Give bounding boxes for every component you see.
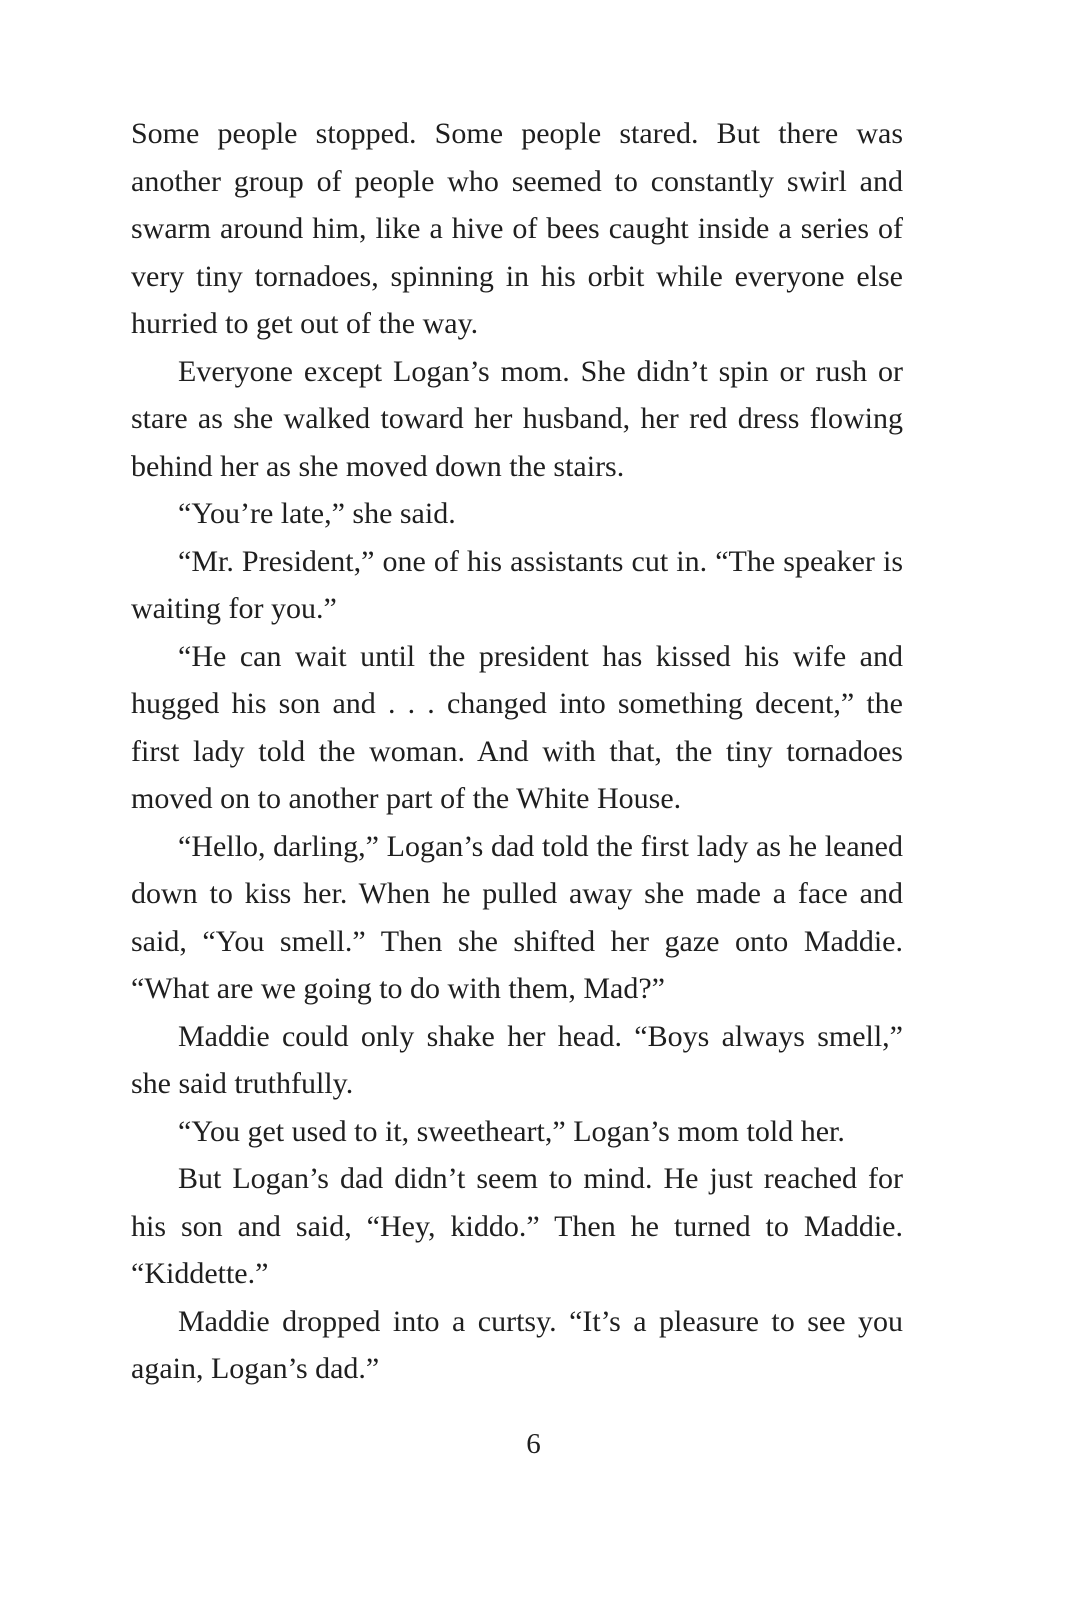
- paragraph: “Mr. President,” one of his assistants cut in. “The speaker is waiting for you.”: [131, 544, 903, 625]
- paragraph: Maddie could only shake her head. “Boys always smell,” she said truthfully.: [131, 1019, 903, 1100]
- paragraph: Some people stopped. Some people stared. But there was another group of people who seemed to constantly swirl and swarm around him, like a hive of bees caught inside a series of very tiny tornadoes, spinning in his orbit while everyone else hurried to get out of the way.: [131, 117, 903, 340]
- paragraph: “He can wait until the president has kissed his wife and hugged his son and . . . changed into something decent,” the first lady told the woman. And with that, the tiny tornadoes moved on to another part of the White House.: [131, 639, 903, 815]
- paragraph: “You get used to it, sweetheart,” Logan’s mom told her.: [178, 1114, 845, 1148]
- paragraph: But Logan’s dad didn’t seem to mind. He just reached for his son and said, “Hey, kiddo.” Then he turned to Maddie. “Kiddette.”: [131, 1162, 903, 1290]
- page-number: 6: [526, 1428, 541, 1460]
- paragraph: Everyone except Logan’s mom. She didn’t spin or rush or stare as she walked toward her husband, her red dress flowing behind her as she moved down the stairs.: [131, 354, 903, 483]
- paragraph: “Hello, darling,” Logan’s dad told the first lady as he leaned down to kiss her. When he pulled away she made a face and said, “You smell.” Then she shifted her gaze onto Maddie. “What are we going to do with them, Mad?”: [131, 829, 903, 1005]
- paragraph: Maddie dropped into a curtsy. “It’s a pleasure to see you again, Logan’s dad.”: [131, 1304, 903, 1385]
- body-text: [131, 110, 903, 1393]
- paragraph: “You’re late,” she said.: [178, 497, 456, 530]
